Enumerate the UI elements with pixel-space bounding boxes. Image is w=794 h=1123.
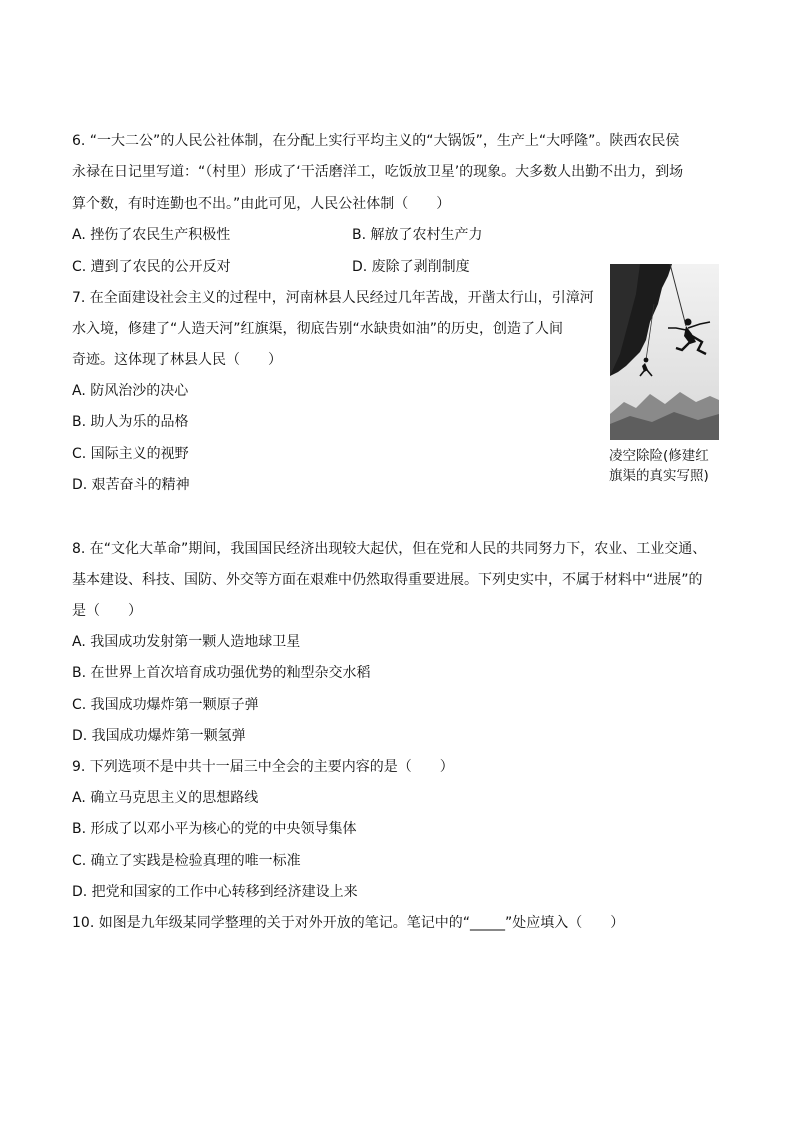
q8-option-a: A. 我国成功发射第一颗人造地球卫星	[72, 634, 301, 650]
q7-option-d: D. 艰苦奋斗的精神	[72, 477, 190, 493]
q8-option-c: C. 我国成功爆炸第一颗原子弹	[72, 697, 259, 713]
q9-option-d: D. 把党和国家的工作中心转移到经济建设上来	[72, 884, 358, 900]
q8-stem-line3: 是（ ）	[72, 603, 142, 619]
q6-stem-line2: 永禄在日记里写道：“（村里）形成了‘干活磨洋工，吃饭放卫星’的现象。大多数人出勤不出力，到场	[72, 164, 684, 180]
q7-option-c: C. 国际主义的视野	[72, 446, 189, 462]
q6-option-c: C. 遭到了农民的公开反对	[72, 259, 231, 275]
q7-stem-line3: 奇迹。这体现了林县人民（ ）	[72, 352, 282, 368]
q8-stem-line2: 基本建设、科技、国防、外交等方面在艰难中仍然取得重要进展。下列史实中，不属于材料中“进展”的	[72, 572, 703, 588]
q8-option-d: D. 我国成功爆炸第一颗氢弹	[72, 728, 246, 744]
q9-stem: 9. 下列选项不是中共十一届三中全会的主要内容的是（ ）	[72, 759, 454, 775]
q10-stem: 10. 如图是九年级某同学整理的关于对外开放的笔记。笔记中的“_____”处应填入（ ）	[72, 915, 625, 931]
q7-stem-line1: 7. 在全面建设社会主义的过程中，河南林县人民经过几年苦战，开凿太行山，引漳河	[72, 290, 594, 306]
q9-option-c: C. 确立了实践是检验真理的唯一标准	[72, 853, 301, 869]
q8-stem-line1: 8. 在“文化大革命”期间，我国国民经济出现较大起伏，但在党和人民的共同努力下，农业、工业交通、	[72, 541, 707, 557]
photo-caption-line1: 凌空除险(修建红	[609, 448, 709, 464]
cliff-climber-photo	[610, 264, 719, 440]
q6-option-b: B. 解放了农村生产力	[352, 227, 483, 243]
q7-option-b: B. 助人为乐的品格	[72, 414, 189, 430]
q6-option-d: D. 废除了剥削制度	[352, 259, 470, 275]
q7-stem-line2: 水入境，修建了“人造天河”红旗渠，彻底告别“水缺贵如油”的历史，创造了人间	[72, 321, 564, 337]
q6-stem-line1: 6. “一大二公”的人民公社体制，在分配上实行平均主义的“大锅饭”，生产上“大呼隆”。陕西农民侯	[72, 133, 680, 149]
photo-caption-line2: 旗渠的真实写照)	[609, 468, 709, 484]
q9-option-a: A. 确立马克思主义的思想路线	[72, 790, 259, 806]
q6-stem-line3: 算个数，有时连勤也不出。”由此可见，人民公社体制（ ）	[72, 196, 451, 212]
q9-option-b: B. 形成了以邓小平为核心的党的中央领导集体	[72, 821, 357, 837]
q7-option-a: A. 防风治沙的决心	[72, 383, 189, 399]
q8-option-b: B. 在世界上首次培育成功强优势的籼型杂交水稻	[72, 665, 371, 681]
q6-option-a: A. 挫伤了农民生产积极性	[72, 227, 231, 243]
